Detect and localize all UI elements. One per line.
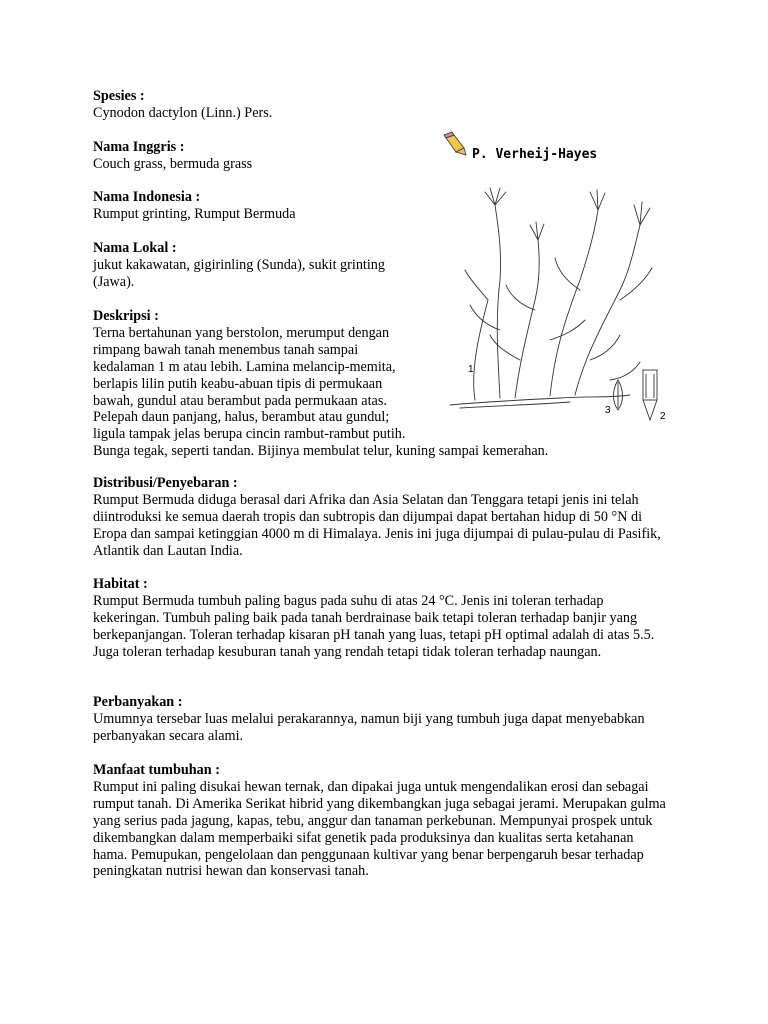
section-nama-lokal (93, 240, 385, 291)
body-distribusi: Rumput Bermuda diduga berasal dari Afrika dan Asia Selatan dan Tenggara tetapi jenis ini telah diintroduksi ke semua daerah tropis dan subtropis dan dijumpai dapat bertahan hidup di 50 °N di Eropa dan sampai ketinggian 4000 m di Himalaya. Jenis ini juga dijumpai di pulau-pulau di Pasifik, Atlantik dan Lautan India. (93, 491, 661, 559)
heading-spesies: Spesies : (93, 88, 145, 104)
section-nama-inggris (93, 139, 252, 173)
body-line: bawah, gundul atau berambut pada permukaan atas. (93, 392, 387, 409)
heading-nama-lokal: Nama Lokal : (93, 240, 177, 256)
body-manfaat: Rumput ini paling disukai hewan ternak, dan dipakai juga untuk mengendalikan erosi dan sebagai rumput tanah. Di Amerika Serikat hibrid yang dikembangkan juga sebagai jerami. Merupakan gulma yang serius pada jagung, kapas, tebu, anggur dan tanaman perkebunan. Mempunyai prospek untuk dikembangkan dalam memperbaiki sifat genetik pada produksinya dan kualitas serta ketahanan hama. Pemupukan, pengelolaan dan penggunaan kultivar yang benar berpengaruh besar terhadap peningkatan nutrisi hewan dan konservasi tanah. (93, 778, 666, 880)
body-line: jukut kakawatan, gigirinling (Sunda), sukit grinting (93, 256, 385, 273)
figure-label-1: 1 (468, 364, 474, 375)
grass-strokes (450, 188, 652, 408)
body-line: Bunga tegak, seperti tandan. Bijinya membulat telur, kuning sampai kemerahan. (93, 443, 549, 460)
body-perbanyakan: Umumnya tersebar luas melalui perakarannya, namun biji yang tumbuh juga dapat menyebabkan perbanyakan secara alami. (93, 710, 645, 744)
section-habitat (93, 576, 668, 661)
section-perbanyakan (93, 694, 668, 745)
body-line: kedalaman 1 m atau lebih. Lamina melancip-memita, (93, 358, 396, 375)
figure-label-2: 2 (660, 411, 666, 422)
section-distribusi (93, 475, 668, 560)
grass-drawing (440, 130, 680, 430)
body-nama-indonesia: Rumput grinting, Rumput Bermuda (93, 205, 296, 222)
body-line: (Jawa). (93, 273, 135, 290)
heading-habitat: Habitat : (93, 576, 148, 592)
body-line: rimpang bawah tanah menembus tanah sampai (93, 341, 359, 358)
plant-illustration (440, 130, 680, 430)
body-line: ligula tampak jelas berupa cincin rambut-rambut putih. (93, 426, 406, 443)
detail-3 (614, 380, 623, 410)
heading-nama-indonesia: Nama Indonesia : (93, 189, 201, 205)
figure-credit: P. Verheij-Hayes (472, 147, 598, 162)
detail-2 (643, 370, 657, 420)
heading-perbanyakan: Perbanyakan : (93, 694, 183, 710)
body-line: Terna bertahunan yang berstolon, merumput dengan (93, 324, 390, 341)
heading-deskripsi: Deskripsi : (93, 308, 159, 324)
heading-nama-inggris: Nama Inggris : (93, 139, 185, 155)
body-line: Pelepah daun panjang, halus, berambut atau gundul; (93, 409, 390, 426)
heading-distribusi: Distribusi/Penyebaran : (93, 475, 238, 491)
figure-label-3: 3 (605, 405, 611, 416)
pencil-icon (444, 132, 466, 155)
body-spesies: Cynodon dactylon (Linn.) Pers. (93, 104, 273, 121)
section-manfaat (93, 762, 668, 880)
section-nama-indonesia (93, 189, 296, 223)
body-habitat: Rumput Bermuda tumbuh paling bagus pada suhu di atas 24 °C. Jenis ini toleran terhadap kekeringan. Tumbuh paling baik pada tanah berdrainase baik tetapi toleran terhadap banjir yang berkepanjangan. Toleran terhadap kisaran pH tanah yang luas, tetapi pH optimal adalah di atas 5.5. Juga toleran terhadap kesuburan tanah yang rendah tetapi tidak toleran terhadap naungan. (93, 592, 655, 660)
body-line: berlapis lilin putih keabu-abuan tipis di permukaan (93, 375, 383, 392)
body-nama-inggris: Couch grass, bermuda grass (93, 155, 253, 172)
section-spesies (93, 88, 272, 122)
heading-manfaat: Manfaat tumbuhan : (93, 762, 220, 778)
